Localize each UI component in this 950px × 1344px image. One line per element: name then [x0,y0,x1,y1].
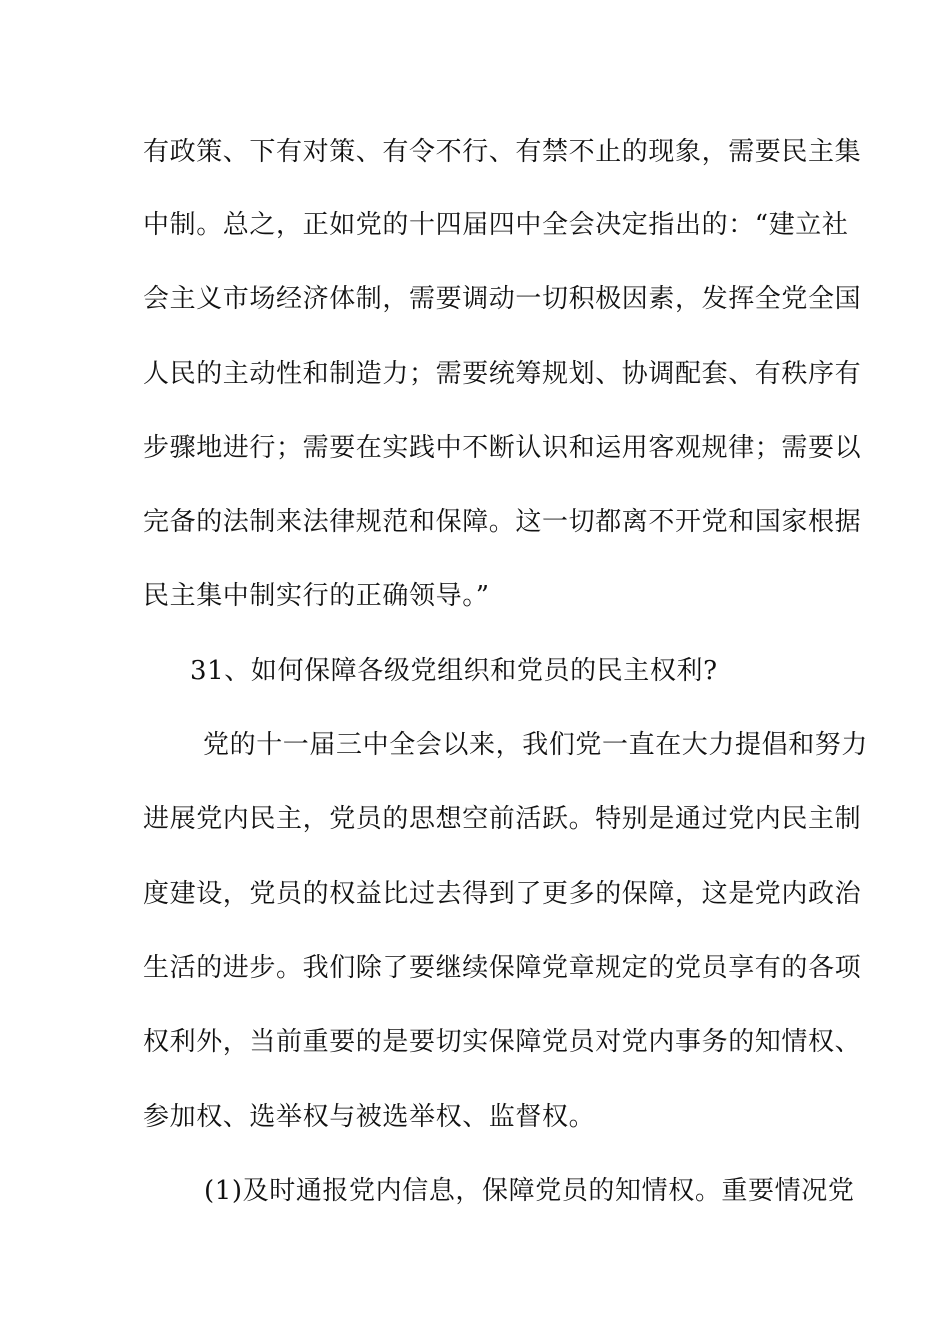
text-line: 权利外，当前重要的是要切实保障党员对党内事务的知情权、 [143,1027,862,1057]
text-line: 度建设，党员的权益比过去得到了更多的保障，这是党内政治 [143,879,862,909]
text-line: 民主集中制实行的正确领导。” [143,581,490,611]
text-line: 进展党内民主，党员的思想空前活跃。特别是通过党内民主制 [143,804,862,834]
text-line: 中制。总之，正如党的十四届四中全会决定指出的：“建立社 [143,210,849,240]
paragraph-first-line: 党的十一届三中全会以来，我们党一直在大力提倡和努力 [203,730,869,760]
text-line: 会主义市场经济体制，需要调动一切积极因素，发挥全党全国 [143,284,862,314]
text-line: 有政策、下有对策、有令不行、有禁不止的现象，需要民主集 [143,137,862,167]
section-heading: 31、如何保障各级党组织和党员的民主权利? [190,656,718,686]
text-line: 人民的主动性和制造力；需要统筹规划、协调配套、有秩序有 [143,359,862,389]
list-item-first-line: (1)及时通报党内信息，保障党员的知情权。重要情况党 [204,1176,855,1206]
text-line: 生活的进步。我们除了要继续保障党章规定的党员享有的各项 [143,953,862,983]
text-line: 完备的法制来法律规范和保障。这一切都离不开党和国家根据 [143,507,862,537]
text-line: 步骤地进行；需要在实践中不断认识和运用客观规律；需要以 [143,433,862,463]
text-line: 参加权、选举权与被选举权、监督权。 [143,1102,596,1132]
